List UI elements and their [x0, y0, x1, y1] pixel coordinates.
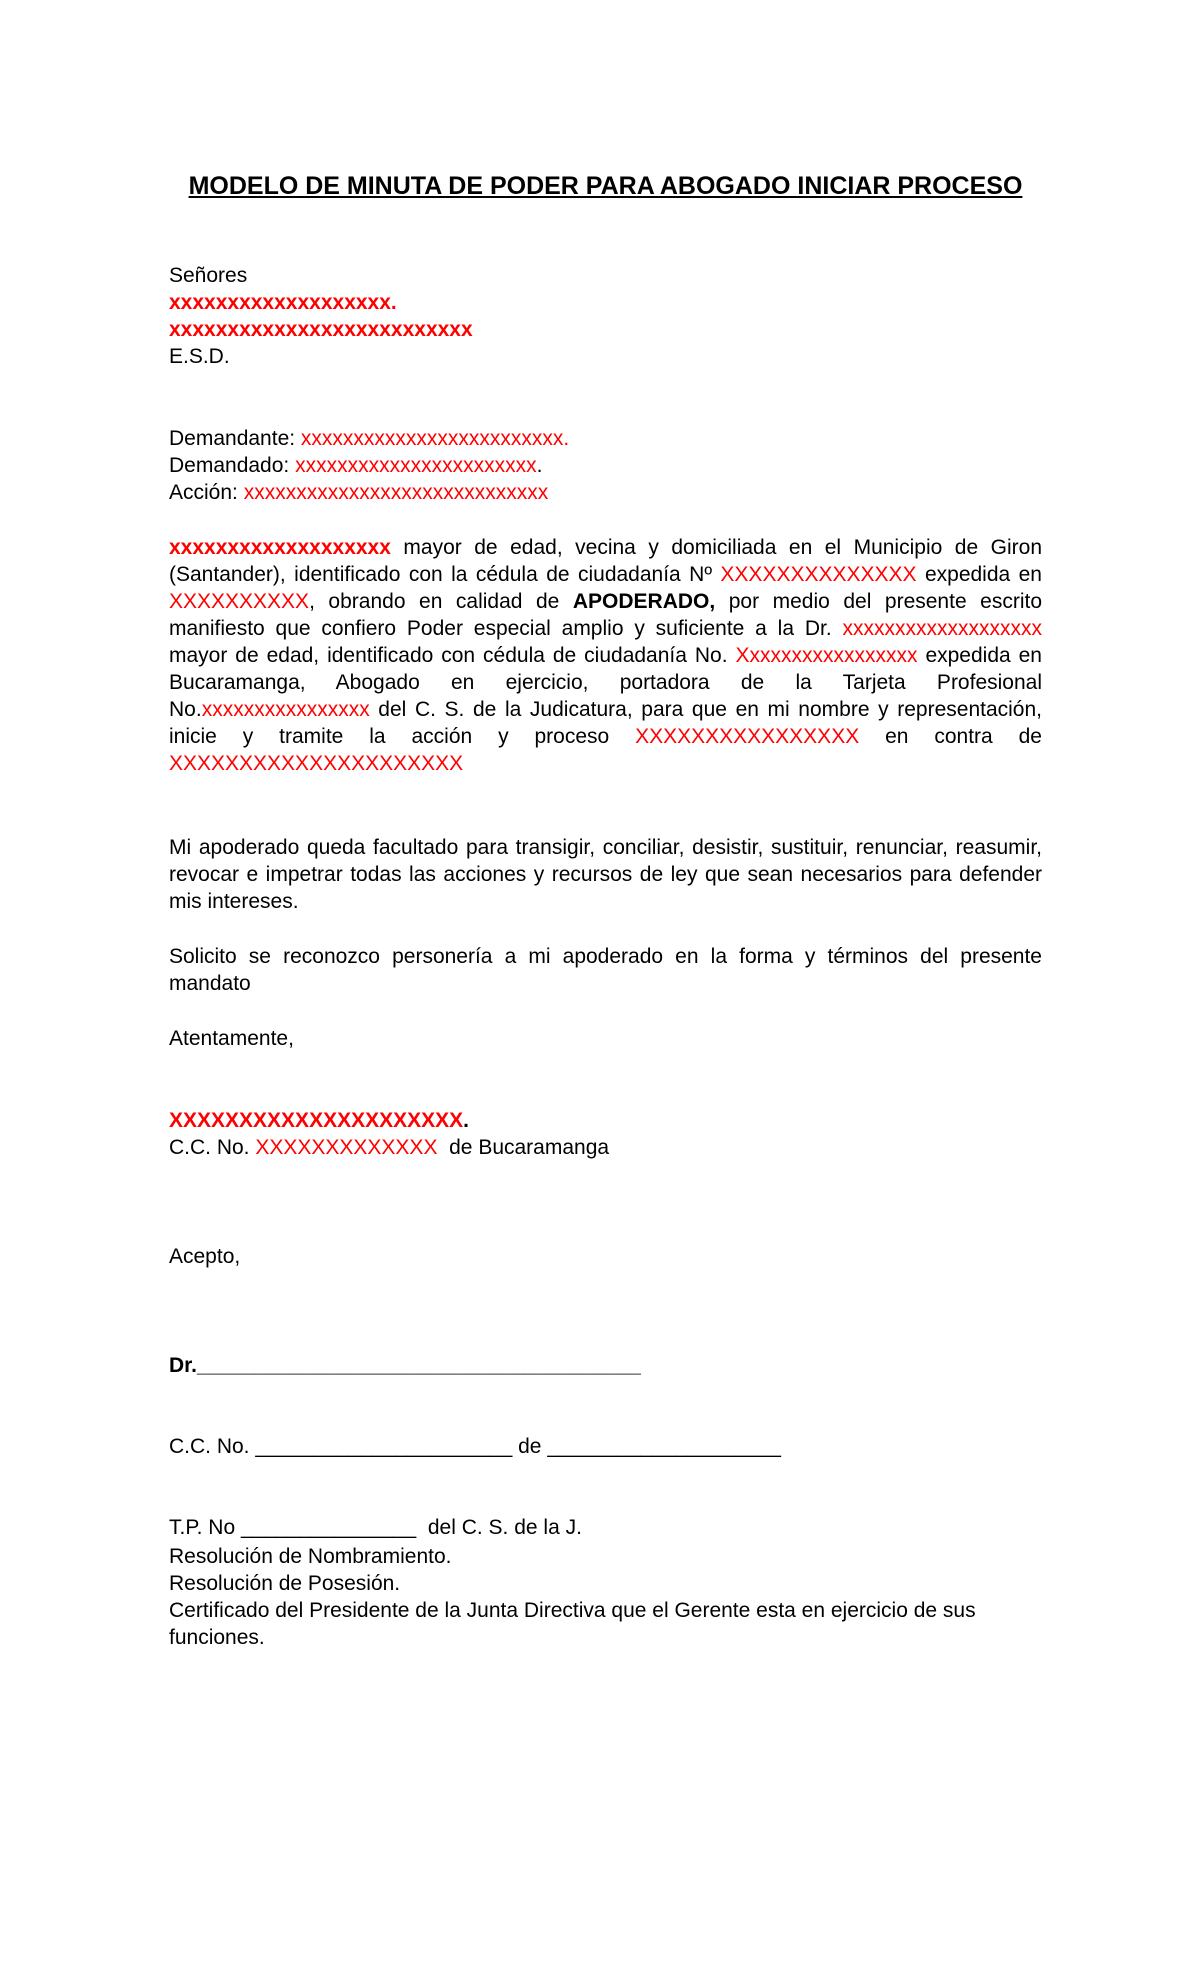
lawyer-name: xxxxxxxxxxxxxxxxxxx: [842, 617, 1042, 640]
acepto: Acepto,: [169, 1245, 241, 1268]
demandante-value: xxxxxxxxxxxxxxxxxxxxxxxxx.: [300, 427, 570, 450]
dr-line: [169, 1352, 1042, 1379]
acceptance-cc-line: C.C. No. ______________________ de ____________________: [169, 1435, 781, 1458]
annex-item: Resolución de Nombramiento.: [169, 1545, 452, 1568]
text-span: expedida en Bucaramanga, Abogado en ejercicio, portadora de la Tarjeta Profesional No.: [169, 644, 1042, 721]
demandado-line: [169, 452, 1042, 479]
power-paragraph: [169, 534, 1042, 777]
dr-label: Dr.: [169, 1354, 198, 1377]
apoderado-label: APODERADO,: [572, 590, 716, 613]
text-span: expedida en: [916, 563, 1042, 586]
text-span: mayor de edad, identificado con cédula de ciudadanía No.: [169, 644, 736, 667]
grantor-name: xxxxxxxxxxxxxxxxxxx: [169, 536, 391, 559]
process-type: XXXXXXXXXXXXXXXX: [635, 725, 860, 748]
text-span: del C. S. de la Judicatura, para que en mi nombre y representación, inicie y tramite la acción y proceso: [169, 698, 1042, 748]
dr-signature-blank: ______________________________________: [197, 1354, 641, 1377]
text-span: , obrando en calidad de: [309, 590, 573, 613]
accion-label: Acción:: [169, 481, 244, 504]
signer-line: [169, 1107, 1042, 1134]
defendant-name: XXXXXXXXXXXXXXXXXXXXX: [169, 752, 464, 775]
request-paragraph: Solicito se reconozco personería a mi apoderado en la forma y términos del presente mandato: [169, 945, 1042, 995]
lawyer-tp: xxxxxxxxxxxxxxxx: [201, 698, 370, 721]
lawyer-cedula: Xxxxxxxxxxxxxxxxx: [735, 644, 918, 667]
parties-block: [169, 425, 1042, 506]
signer-name: XXXXXXXXXXXXXXXXXXXXX: [169, 1109, 464, 1132]
signer-cc-city: de Bucaramanga: [437, 1136, 610, 1159]
demandado-end: .: [536, 454, 543, 477]
address-line-1: xxxxxxxxxxxxxxxxxxx.: [169, 291, 397, 314]
annex-item: Resolución de Posesión.: [169, 1572, 401, 1595]
salutation: Señores: [169, 264, 248, 287]
esd-label: E.S.D.: [169, 345, 230, 368]
annex-item: Certificado del Presidente de la Junta Directiva que el Gerente esta en ejercicio de sus funciones.: [169, 1599, 976, 1649]
faculties-paragraph: Mi apoderado queda facultado para transigir, conciliar, desistir, sustituir, renunciar, reasumir, revocar e impetrar todas las acciones y recursos de ley que sean necesarios para defender mis intereses.: [169, 836, 1042, 913]
document-title: MODELO DE MINUTA DE PODER PARA ABOGADO INICIAR PROCESO: [188, 172, 1023, 200]
demandante-line: [169, 425, 1042, 452]
demandante-label: Demandante:: [169, 427, 301, 450]
signature-block: [169, 1107, 1042, 1161]
text-span: en contra de: [859, 725, 1042, 748]
atentamente: Atentamente,: [169, 1027, 294, 1050]
accion-line: [169, 479, 1042, 506]
address-line-2: xxxxxxxxxxxxxxxxxxxxxxxxxx: [169, 318, 473, 341]
accion-value: xxxxxxxxxxxxxxxxxxxxxxxxxxxxx: [243, 481, 549, 504]
grantor-cedula: XXXXXXXXXXXXXX: [720, 563, 917, 586]
demandado-label: Demandado:: [169, 454, 296, 477]
annexes-list: [169, 1543, 1042, 1651]
signer-cc-value: XXXXXXXXXXXXX: [255, 1136, 438, 1159]
signer-cc-line: [169, 1134, 1042, 1161]
address-block: [169, 262, 1042, 370]
acceptance-tp-line: T.P. No _______________ del C. S. de la J.: [169, 1516, 582, 1539]
signer-cc-label: C.C. No.: [169, 1136, 256, 1159]
demandado-value: xxxxxxxxxxxxxxxxxxxxxxx: [295, 454, 537, 477]
text-span: mayor de edad, vecina y domiciliada en el Municipio de Giron (Santander), identificado con la cédula de ciudadanía Nº: [169, 536, 1042, 586]
cedula-city: XXXXXXXXXX: [169, 590, 310, 613]
text-span: por medio del presente escrito manifiesto que confiero Poder especial amplio y suficiente a la Dr.: [169, 590, 1042, 640]
signer-end: .: [463, 1109, 469, 1132]
